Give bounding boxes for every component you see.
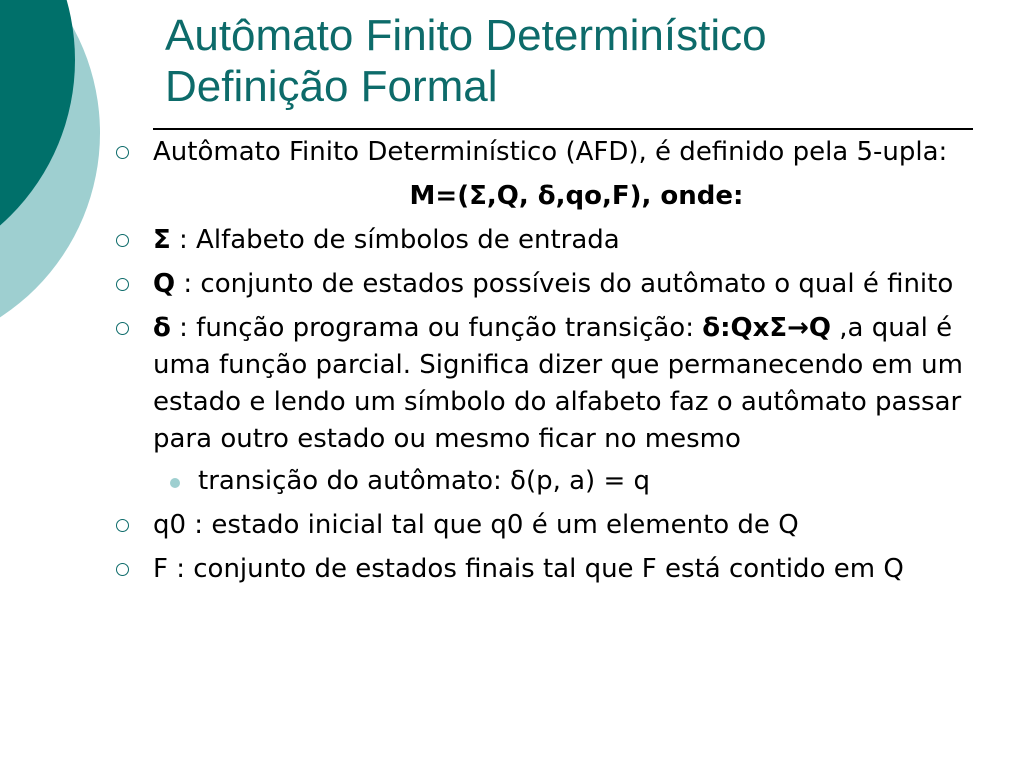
bullet-final-states: [110, 551, 1000, 588]
sub-bullet-transition: [110, 463, 1000, 500]
bullet-sigma: [110, 222, 1000, 259]
intro-text: Autômato Finito Determinístico (AFD), é definido pela 5-upla:: [153, 137, 948, 167]
hollow-circle-bullet-icon: [116, 146, 129, 159]
hollow-circle-bullet-icon: [116, 278, 129, 291]
q-symbol: Q: [153, 269, 176, 299]
title-divider: [153, 128, 973, 130]
q-text: : conjunto de estados possíveis do autômato o qual é finito: [175, 269, 954, 299]
slide-title-line-2: Definição Formal: [165, 62, 498, 111]
sigma-symbol: Σ: [153, 225, 171, 255]
hollow-circle-bullet-icon: [116, 322, 129, 335]
transition-text: transição do autômato: δ(p, a) = q: [198, 466, 651, 496]
final-states-text: F : conjunto de estados finais tal que F está contido em Q: [153, 554, 904, 584]
hollow-circle-bullet-icon: [116, 563, 129, 576]
hollow-circle-bullet-icon: [116, 519, 129, 532]
delta-text-before: : função programa ou função transição:: [170, 313, 703, 343]
delta-signature: δ:QxΣ→Q: [702, 313, 832, 343]
slide-title: [165, 10, 767, 112]
slide-title-line-1: Autômato Finito Determinístico: [165, 11, 767, 60]
formula-definition: M=(Σ,Q, δ,qo,F), onde:: [409, 181, 744, 211]
bullet-intro: [110, 134, 1000, 171]
initial-state-text: q0 : estado inicial tal que q0 é um elemento de Q: [153, 510, 799, 540]
delta-symbol: δ: [153, 313, 171, 343]
slide-body: [110, 134, 1000, 595]
bullet-q: [110, 266, 1000, 303]
delta-text-after: ,a qual é uma função parcial. Significa dizer que permanecendo em um estado e lendo um símbolo do alfabeto faz o autômato passar para outro estado ou mesmo ficar no mesmo: [153, 313, 963, 454]
bullet-initial-state: [110, 507, 1000, 544]
bullet-delta: [110, 310, 1000, 458]
hollow-circle-bullet-icon: [116, 234, 129, 247]
filled-circle-bullet-icon: [170, 478, 180, 488]
sigma-text: : Alfabeto de símbolos de entrada: [170, 225, 620, 255]
